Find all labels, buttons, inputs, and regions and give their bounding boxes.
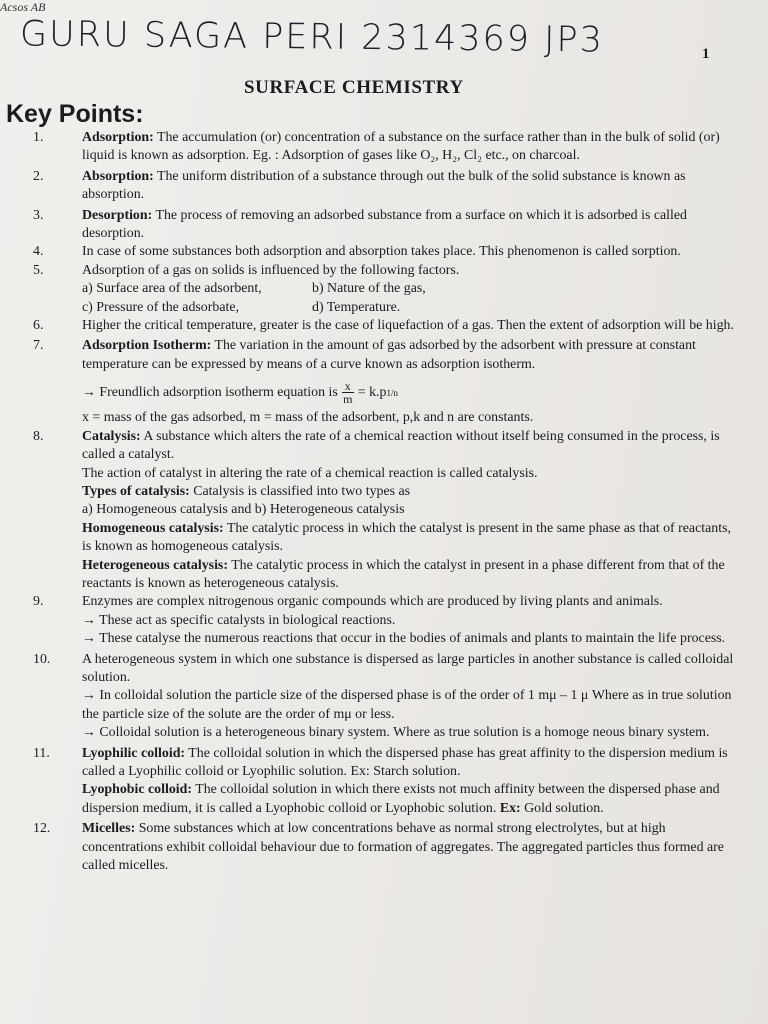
list-item — [0, 168, 768, 205]
item-number: 3. — [33, 207, 44, 223]
list-item — [0, 745, 768, 819]
item-heading: Catalysis: — [82, 428, 141, 444]
item-text: The variation in the amount of gas adsorbed by the adsorbent with pressure at constant temperature can be expressed by means of a curve known as adsorption isotherm. — [82, 338, 696, 372]
item-heading: Lyophilic colloid: — [82, 745, 186, 761]
list-item — [0, 317, 768, 335]
item-heading: Adsorption: — [82, 130, 154, 145]
equation-rhs: = k.p — [357, 384, 387, 400]
item-text: The uniform distribution of a substance through out the bulk of the solid substance is known as absorption. — [82, 168, 686, 203]
list-item — [0, 428, 768, 594]
freundlich-equation — [82, 380, 736, 405]
item-extra: The action of catalyst in altering the rate of a chemical reaction is called catalysis. — [82, 465, 538, 481]
heterogeneous-heading: Heterogeneous catalysis: — [82, 557, 228, 573]
list-item — [0, 129, 768, 166]
item-heading: Adsorption Isotherm: — [82, 338, 212, 354]
lyophobic-text: The colloidal solution in which there exists not much affinity between the dispersed phase and dispersion medium, it is called a Lyophobic colloid or Lyophobic solution. — [82, 782, 720, 816]
item-text: In case of some substances both adsorption and absorption takes place. This phenomenon is called sorption. — [82, 244, 681, 260]
item-number: 4. — [33, 244, 44, 260]
arrow-point: → These act as specific catalysts in biological reactions. — [82, 612, 396, 628]
homogeneous-heading: Homogeneous catalysis: — [82, 520, 224, 536]
arrow-point: → Colloidal solution is a heterogeneous binary system. Where as true solution is a homoge neous binary system. — [82, 725, 710, 741]
item-number: 6. — [33, 318, 44, 334]
factor-d: d) Temperature. — [312, 299, 401, 315]
list-item — [0, 262, 768, 317]
equation-note: x = mass of the gas adsorbed, m = mass of the adsorbent, p,k and n are constants. — [82, 410, 534, 426]
item-number: 7. — [33, 338, 44, 354]
list-item — [0, 651, 768, 743]
list-item — [0, 243, 768, 261]
types-heading: Types of catalysis: — [82, 483, 190, 499]
numerator: x — [344, 379, 351, 394]
arrow-point: → These catalyse the numerous reactions that occur in the bodies of animals and plants to maintain the life process. — [82, 631, 726, 647]
page-title: SURFACE CHEMISTRY — [244, 77, 464, 98]
item-text: A heterogeneous system in which one substance is dispersed as large particles in another substance is called colloidal solution. — [82, 651, 734, 685]
item-number: 9. — [33, 594, 44, 610]
top-scrawl: Acsos AB — [0, 0, 46, 14]
item-text: The process of removing an adsorbed substance from a surface on which it is adsorbed is called desorption. — [82, 207, 687, 242]
factor-a: a) Surface area of the adsorbent, — [82, 281, 262, 297]
item-text: A substance which alters the rate of a chemical reaction without itself being consumed in the process, is called a catalyst. — [82, 428, 720, 463]
lyophobic-example: Gold solution. — [520, 800, 604, 816]
item-text: The accumulation (or) concentration of a substance on the surface rather than in the bulk of solid (or) liquid is known as adsorption. Eg. : Adsorption of gases like O₂, H₂, Cl₂ etc., on charcoal. — [82, 130, 720, 164]
exponent: 1/n — [386, 387, 398, 398]
item-text: Adsorption of a gas on solids is influenced by the following factors. — [82, 262, 460, 278]
item-number: 1. — [33, 130, 44, 145]
handwritten-name: GURU SAGA PERI 2314369 JP3 — [19, 14, 605, 61]
section-heading: Key Points: — [6, 100, 144, 128]
list-item — [0, 207, 768, 244]
factor-b: b) Nature of the gas, — [312, 281, 426, 297]
item-heading: Desorption: — [82, 207, 153, 223]
item-text: Enzymes are complex nitrogenous organic compounds which are produced by living plants and animals. — [82, 594, 663, 610]
item-heading: Micelles: — [82, 821, 136, 837]
item-number: 8. — [33, 428, 44, 444]
item-heading: Absorption: — [82, 168, 154, 184]
denominator: m — [343, 392, 353, 407]
item-number: 10. — [33, 651, 51, 667]
item-number: 2. — [33, 168, 44, 184]
list-item — [0, 337, 768, 427]
equation-label: → Freundlich adsorption isotherm equation is — [82, 384, 338, 400]
types-list: a) Homogeneous catalysis and b) Heterogeneous catalysis — [82, 502, 405, 518]
item-text: The colloidal solution in which the dispersed phase has great affinity to the dispersion medium is called a Lyophilic colloid or Lyophilic solution. Ex: Starch solution. — [82, 745, 728, 779]
types-text: Catalysis is classified into two types as — [189, 483, 411, 499]
lyophobic-heading: Lyophobic colloid: — [82, 782, 192, 798]
item-number: 5. — [33, 262, 44, 278]
key-points-list — [0, 129, 768, 875]
homogeneous-text: The catalytic process in which the catalyst is present in the same phase as that of reactants, is known as homogeneous catalysis. — [82, 520, 731, 555]
heterogeneous-text: The catalytic process in which the catalyst in present in a phase different from that of the reactants is known as heterogeneous catalysis. — [82, 557, 725, 591]
list-item — [0, 593, 768, 648]
page-number: 1 — [702, 46, 710, 62]
factor-c: c) Pressure of the adsorbate, — [82, 299, 239, 315]
item-number: 12. — [33, 821, 51, 837]
item-number: 11. — [33, 745, 50, 761]
fraction — [342, 380, 354, 405]
item-text: Higher the critical temperature, greater is the case of liquefaction of a gas. Then the extent of adsorption will be high. — [82, 318, 734, 334]
lyophobic-example-label: Ex: — [499, 800, 521, 816]
item-text: Some substances which at low concentrations behave as normal strong electrolytes, but at high concentrations exhibit colloidal behaviour due to formation of aggregates. The aggregated particles thus formed are called micelles. — [82, 821, 724, 874]
arrow-point: → In colloidal solution the particle size of the dispersed phase is of the order of 1 mμ – 1 μ Where as in true solution the particle size of the solute are the order of mμ or less. — [82, 688, 732, 722]
list-item — [0, 820, 768, 875]
